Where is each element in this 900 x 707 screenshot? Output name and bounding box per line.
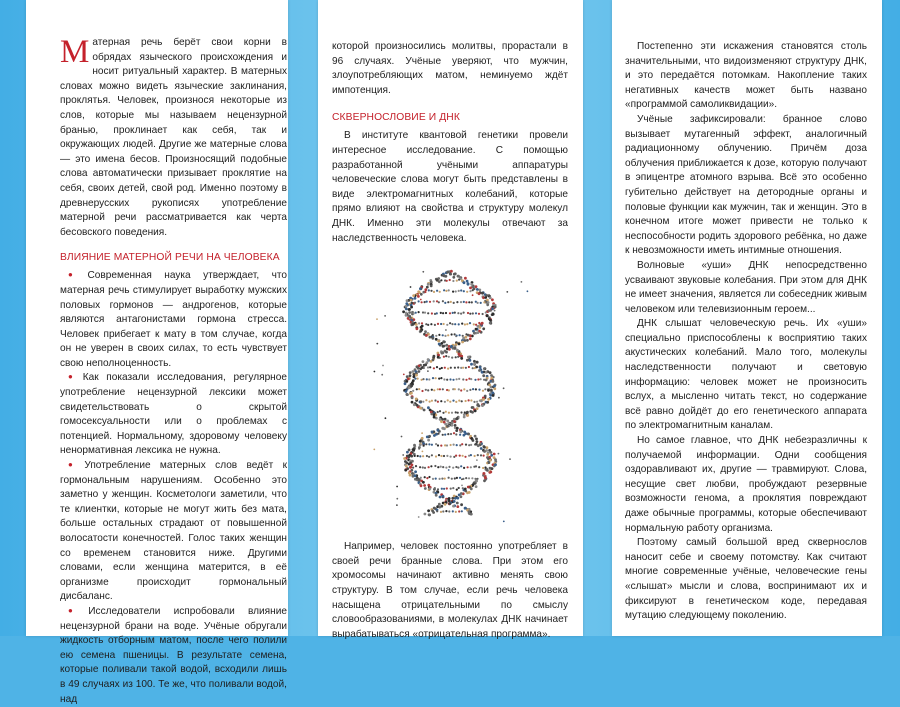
dna-illustration	[332, 260, 568, 528]
body-paragraph: Но самое главное, что ДНК небезразличны к получаемой информации. Одни сообщения оздоравливают их, другие — травмируют. Слова, несущие свет любви, пробуждают резервные возможности генома, а проклятия повреждают даже обычные программы, которые обеспечивают нормальную работу организма.	[625, 435, 867, 534]
bullet-paragraph: ● Как показали исследования, регулярное употребление нецензурной лексики может свидетельствовать о скрытой гомосексуальности или о проблемах с потенцией. Нормальному, здоровому человеку ненормативная лексика не нужна.	[60, 371, 287, 459]
body-paragraph: Учёные зафиксировали: бранное слово вызывает мутагенный эффект, аналогичный радиационному облучению. Причём доза облучения приближается к дозе, которую получают в эпицентре атомного взрыва. Всё это особенно губительно действует на детородные органы и половые функции как мужчин, так и женщин. Это в конечном итоге может привести не только к неспособности родить здорового ребёнка, но даже к невозможности иметь интимные отношения.	[625, 113, 867, 257]
page-right	[612, 0, 882, 636]
body-paragraph: ДНК слышат человеческую речь. Их «уши» специально приспособлены к восприятию таких акустических колебаний. Мало того, молекулы наследственности получают и световую информацию: человек может не произносить вслух, а мысленно читать текст, но содержание всё равно дойдёт до его генетического аппарата по электромагнитным каналам.	[625, 318, 867, 432]
body-paragraph: Поэтому самый большой вред сквернослов наносит себе и своему потомству. Как считают многие современные учёные, человеческие гены «слышат» мысли и слова, воспринимают их и фиксируют в генетическом коде, передавая мутацию следующему поколению.	[625, 537, 867, 622]
dna-helix-image	[360, 260, 540, 528]
continuation-paragraph: которой произносились молитвы, прорастали в 96 случаях. Учёные уверяют, что мужчин, злоупотребляющих матом, неминуемо ждёт импотенция.	[332, 41, 568, 96]
right-column	[625, 40, 867, 624]
chromosome-paragraph: Например, человек постоянно употребляет в своей речи бранные слова. При этом его хромосомы начинают активно менять свою структуру. В том случае, если речь человека насыщена отрицательными по смыслу словообразованиями, в молекулах ДНК начинает вырабатываться «отрицательная программа».	[332, 541, 568, 640]
dna-research-paragraph: В институте квантовой генетики провели интересное исследование. С помощью разработанной учёными аппаратуры человеческие слова могут быть представлены в виде электромагнитных колебаний, которые прямо влияют на свойства и структуру молекул ДНК. Именно эти молекулы отвечают за наследственность человека.	[332, 130, 568, 244]
body-paragraph: Постепенно эти искажения становятся столь значительными, что видоизменяют структуру ДНК, и это передаётся потомкам. Накопление таких негативных качеств может быть названо «программой самоликвидации».	[625, 41, 867, 111]
intro-text: атерная речь берёт свои корни в обрядах языческого происхождения и носит ритуальный характер. В матерных словах можно видеть языческие заклинания, проклятья. Человек, произнося некоторые из слов, которые мы называем нецензурной бранью, проклинает как себя, так и окружающих людей. Другие же матерные слова — это имена бесов. Произносящий подобные слова автоматически призывает проклятие на себя, своих детей, свой род. Именно поэтому в древнерусских рукописях употребление матерной речи рассматривается как черта бесовского поведения.	[60, 37, 287, 238]
body-paragraph: Волновые «уши» ДНК непосредственно усваивают звуковые колебания. При этом для ДНК не имеет значения, является ли собеседник живым человеком или телевизионным героем...	[625, 259, 867, 315]
page-middle	[318, 0, 583, 640]
bullet-paragraph: ● Употребление матерных слов ведёт к гормональным нарушениям. Особенно это заметно у женщин. Косметологи заметили, что те клиентки, которые не могут жить без мата, больше остальных страдают от повышенной волосатости конечностей. Голос таких женщин со временем становится ниже. Другими словами, если женщина матерится, в её организме происходит гормональный дисбаланс.	[60, 459, 287, 605]
left-column	[60, 36, 287, 707]
bullet-paragraph: ● Исследователи испробовали влияние нецензурной брани на воде. Учёные обругали жидкость отборным матом, после чего полили ею семена пшеницы. В результате семена, которые поливали такой водой, всходили лишь в 49 случаях из 100. Те же, что поливали водой, над	[60, 605, 287, 707]
section-heading-influence: ВЛИЯНИЕ МАТЕРНОЙ РЕЧИ НА ЧЕЛОВЕКА	[60, 252, 280, 264]
section-heading-dna: СКВЕРНОСЛОВИЕ И ДНК	[332, 112, 460, 124]
drop-cap: М	[60, 34, 90, 70]
intro-paragraph	[60, 36, 287, 240]
page-left	[26, 0, 288, 705]
middle-column	[332, 40, 568, 642]
bullet-paragraph: ● Современная наука утверждает, что матерная речь стимулирует выработку мужских половых гормонов — андрогенов, которые являются антагонистами гормона стресса. Человек прибегает к мату в том случае, когда он не уверен в своих силах, то есть чувствует свою неполноценность.	[60, 269, 287, 371]
